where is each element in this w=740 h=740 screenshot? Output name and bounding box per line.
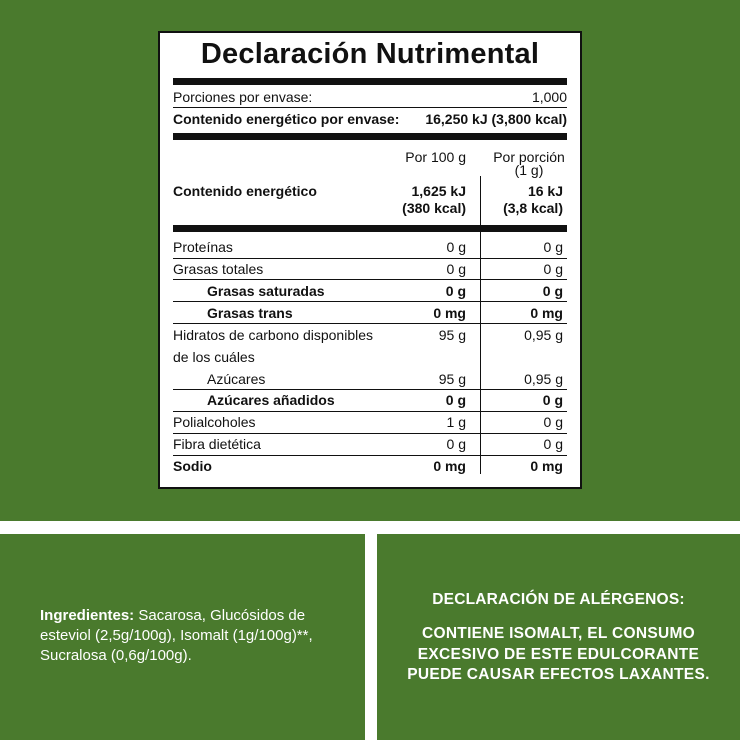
allergens-heading: DECLARACIÓN DE ALÉRGENOS: (432, 591, 685, 608)
nutrient-name: Fibra dietética (173, 436, 261, 452)
nutrient-col2: 0 g (543, 436, 563, 452)
energy-col2-line1: 16 kJ (527, 183, 563, 199)
nutrition-label (158, 31, 582, 489)
nutrient-col2: 0,95 g (524, 371, 563, 387)
nutrient-col1: 95 g (438, 327, 466, 343)
allergens-line: PUEDE CAUSAR EFECTOS LAXANTES. (407, 666, 710, 683)
thick-rule (173, 225, 567, 232)
nutrient-name: Azúcares (207, 371, 266, 387)
col1-header: Por 100 g (405, 149, 466, 165)
thick-rule (173, 133, 567, 140)
nutrient-name-sub: de los cuáles (173, 349, 255, 365)
rule (173, 279, 567, 280)
energy-package-label: Contenido energético por envase: (173, 111, 400, 127)
nutrient-col1: 0 g (445, 283, 466, 299)
energy-package-value: 16,250 kJ (3,800 kcal) (425, 111, 567, 127)
rule (173, 323, 567, 324)
rule (173, 411, 567, 412)
rule (173, 107, 567, 108)
nutrient-name: Grasas trans (207, 305, 293, 321)
label-title: Declaración Nutrimental (200, 38, 540, 70)
nutrient-col2: 0 mg (530, 458, 563, 474)
ingredients-text (40, 606, 340, 666)
nutrient-col2: 0 g (543, 261, 563, 277)
ingredients-heading: Ingredientes: (40, 607, 135, 624)
nutrient-col1: 0 g (446, 261, 466, 277)
energy-col2-line2: (3,8 kcal) (503, 200, 563, 216)
nutrient-col1: 95 g (438, 371, 466, 387)
allergens-line: EXCESIVO DE ESTE EDULCORANTE (417, 645, 700, 663)
nutrient-col1: 0 mg (433, 305, 466, 321)
nutrient-name: Proteínas (173, 239, 233, 255)
nutrient-name: Azúcares añadidos (207, 392, 335, 408)
column-divider (480, 176, 481, 474)
servings-label: Porciones por envase: (173, 89, 313, 105)
thick-rule (173, 78, 567, 85)
nutrient-name: Grasas saturadas (207, 283, 325, 299)
energy-col1-line2: (380 kcal) (402, 200, 466, 216)
allergens-statement (377, 624, 740, 686)
nutrient-col2: 0 g (542, 392, 563, 408)
nutrient-col2: 0,95 g (524, 327, 563, 343)
nutrient-col2: 0 g (543, 414, 563, 430)
nutrient-col2: 0 mg (530, 305, 563, 321)
horizontal-divider (0, 521, 740, 534)
energy-row-name: Contenido energético (173, 183, 317, 199)
nutrient-name: Sodio (173, 458, 212, 474)
servings-value: 1,000 (531, 89, 567, 105)
nutrient-col1: 0 g (446, 239, 466, 255)
nutrient-col1: 0 g (445, 392, 466, 408)
allergens-line: CONTIENE ISOMALT, EL CONSUMO (421, 625, 696, 642)
nutrient-col1: 1 g (446, 414, 466, 430)
ingredients-list: Sacarosa, Glucósidos de esteviol (2,5g/100g), Isomalt (1g/100g)**, Sucralosa (0,6g/100g). (40, 607, 313, 664)
energy-col1-line1: 1,625 kJ (411, 183, 466, 199)
col2-header-line2: (1 g) (514, 162, 544, 178)
nutrient-name: Polialcoholes (173, 414, 256, 430)
nutrient-name: Grasas totales (173, 261, 264, 277)
nutrient-name: Hidratos de carbono disponibles (173, 327, 374, 343)
nutrient-col2: 0 g (543, 239, 563, 255)
rule (173, 433, 567, 434)
nutrient-col1: 0 g (446, 436, 466, 452)
nutrient-col2: 0 g (542, 283, 563, 299)
rule (173, 455, 567, 456)
nutrient-col1: 0 mg (433, 458, 466, 474)
rule (173, 389, 567, 390)
rule (173, 258, 567, 259)
col2-header-line1: Por porción (493, 149, 565, 165)
vertical-divider (365, 534, 377, 740)
rule (173, 301, 567, 302)
